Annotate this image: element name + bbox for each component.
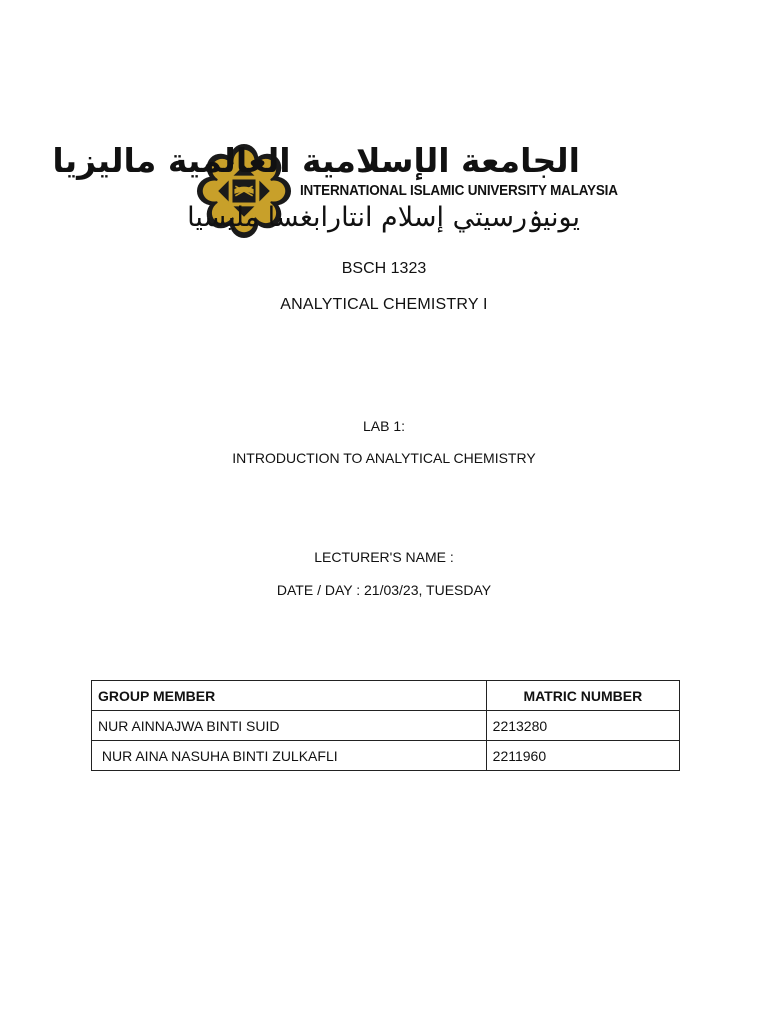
header-group-member: GROUP MEMBER: [92, 681, 487, 711]
group-members-table: [91, 680, 680, 771]
table-row: [92, 711, 680, 741]
lecturer-name-label: LECTURER'S NAME :: [314, 549, 454, 565]
course-code: BSCH 1323: [341, 260, 427, 277]
member-matric: 2213280: [486, 711, 679, 741]
lab-number: LAB 1:: [362, 418, 406, 434]
member-matric: 2211960: [486, 741, 679, 771]
course-title: ANALYTICAL CHEMISTRY I: [280, 296, 488, 313]
table-row: [92, 741, 680, 771]
logo-arabic-name: الجامعة الإسلامية العالمية ماليزيا: [52, 141, 580, 180]
header-matric-number: MATRIC NUMBER: [486, 681, 679, 711]
member-name: NUR AINA NASUHA BINTI ZULKAFLI: [92, 741, 487, 771]
logo-english-name: INTERNATIONAL ISLAMIC UNIVERSITY MALAYSIA: [300, 183, 618, 199]
university-logo: [52, 140, 618, 240]
table-header-row: [92, 681, 680, 711]
lab-title: INTRODUCTION TO ANALYTICAL CHEMISTRY: [232, 450, 536, 466]
logo-jawi-name: يونيۏرسيتي إسلام انتارابغسا مليسيا: [187, 202, 580, 233]
date-day: DATE / DAY : 21/03/23, TUESDAY: [276, 582, 492, 598]
member-name: NUR AINNAJWA BINTI SUID: [92, 711, 487, 741]
